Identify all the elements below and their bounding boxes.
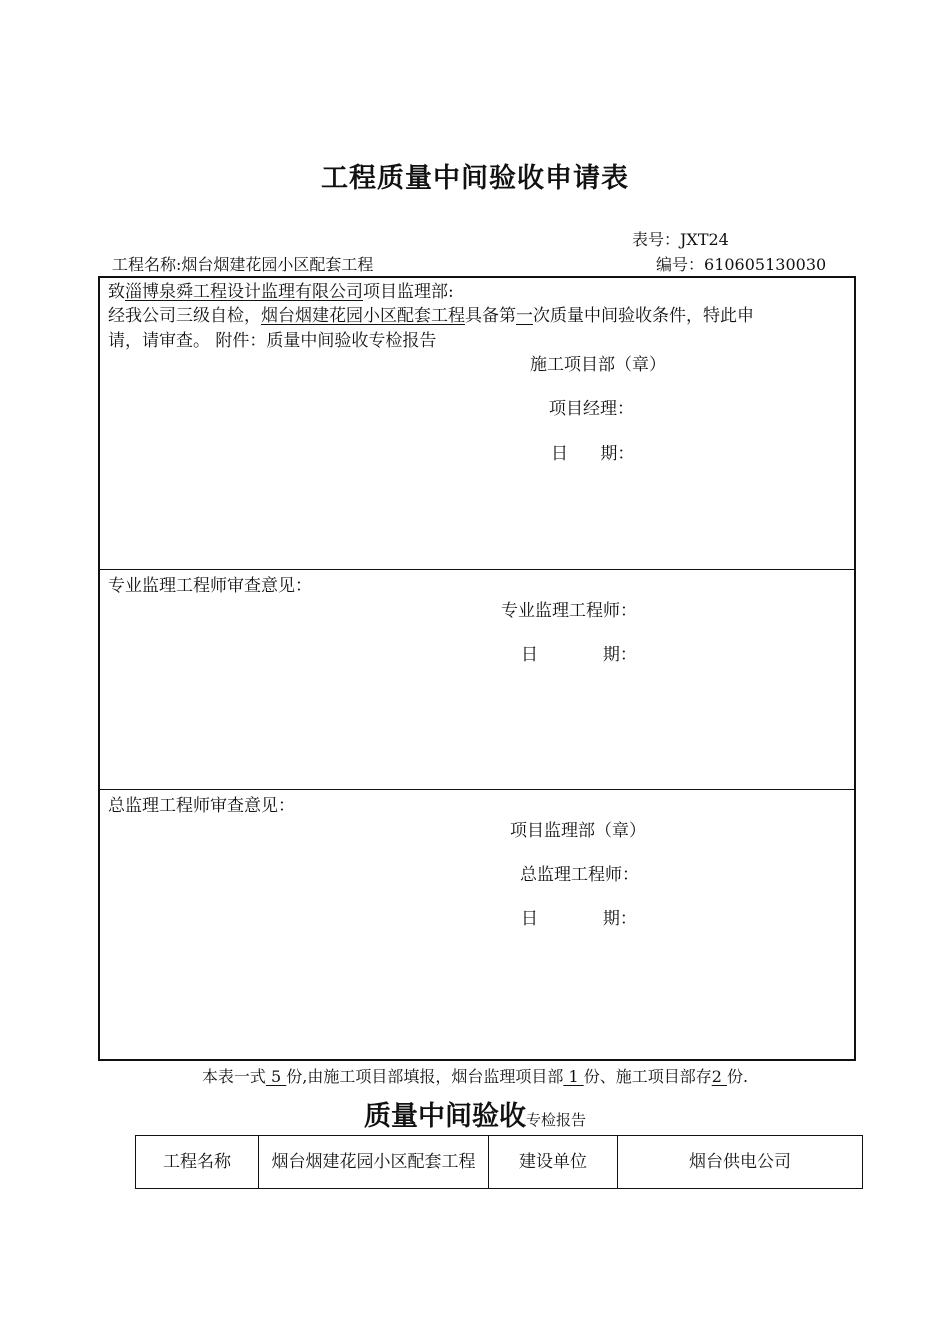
owner-header-cell: 建设单位	[489, 1136, 618, 1189]
addressee-line	[108, 279, 454, 305]
supervision-stamp-label: 项目监理部（章）	[510, 821, 646, 841]
chief-review-section	[98, 789, 856, 1061]
chief-review-heading: 总监理工程师审查意见：	[108, 796, 295, 816]
specialist-engineer-label: 专业监理工程师：	[501, 601, 637, 621]
copies-note-p3: 份、施工项目部存	[583, 1067, 712, 1086]
form-number	[632, 227, 729, 250]
supervisor-company: 淄博泉舜工程设计监理有限公司	[125, 282, 363, 302]
statement-prefix: 经我公司三级自检，	[108, 306, 261, 326]
project-name-row	[112, 252, 373, 275]
project-name-cell: 烟台烟建花园小区配套工程	[259, 1136, 489, 1189]
report-title	[0, 1094, 950, 1133]
serial-number-value: 610605130030	[704, 255, 827, 274]
supervisor-copies: 1	[563, 1067, 584, 1086]
project-manager-label: 项目经理：	[549, 399, 634, 419]
copies-note	[0, 1064, 950, 1087]
report-table	[135, 1135, 863, 1189]
form-title: 工程质量中间验收申请表	[321, 163, 629, 194]
inspection-ordinal: 一	[516, 306, 533, 326]
report-title-main: 质量中间验收	[363, 1101, 526, 1132]
report-title-sub: 专检报告	[525, 1111, 586, 1129]
project-name-header-cell: 工程名称	[136, 1136, 259, 1189]
contractor-stamp-label: 施工项目部（章）	[530, 355, 666, 375]
form-number-value: JXT24	[680, 230, 729, 249]
serial-number	[656, 252, 826, 275]
owner-cell: 烟台供电公司	[618, 1136, 863, 1189]
application-section	[98, 276, 856, 570]
specialist-review-section	[98, 569, 856, 790]
application-statement	[108, 303, 754, 329]
serial-number-label: 编号：	[656, 255, 705, 274]
application-date-label: 日 期：	[551, 444, 635, 464]
specialist-date-label: 日 期：	[521, 645, 637, 665]
project-name-label: 工程名称:	[112, 255, 182, 274]
copies-note-p2: 份,由施工项目部填报，烟台监理项目部	[286, 1067, 564, 1086]
total-copies: 5	[265, 1067, 287, 1086]
copies-note-p1: 本表一式	[201, 1067, 266, 1086]
chief-date-label: 日 期：	[521, 909, 637, 929]
contractor-copies: 2	[711, 1067, 727, 1086]
statement-project-name: 烟台烟建花园小区配套工程	[261, 306, 465, 326]
statement-suffix: 次质量中间验收条件，特此申	[533, 306, 754, 326]
copies-note-p4: 份.	[727, 1067, 749, 1086]
form-number-label: 表号：	[632, 230, 681, 249]
addressee-prefix: 致	[108, 282, 125, 302]
application-statement-cont: 请，请审查。 附件：质量中间验收专检报告	[108, 331, 437, 351]
statement-mid: 具备第	[465, 306, 516, 326]
chief-engineer-label: 总监理工程师：	[520, 865, 639, 885]
addressee-suffix: 项目监理部:	[363, 282, 454, 302]
project-name-value: 烟台烟建花园小区配套工程	[181, 255, 374, 274]
table-row	[136, 1136, 863, 1189]
specialist-review-heading: 专业监理工程师审查意见：	[108, 576, 312, 596]
